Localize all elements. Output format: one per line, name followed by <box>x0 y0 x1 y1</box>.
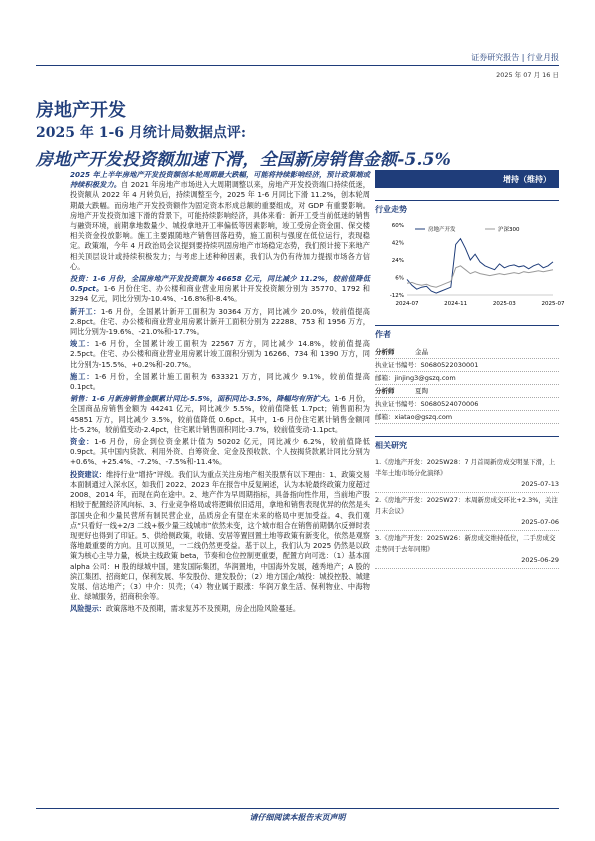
analyst-row <box>375 385 559 398</box>
header-date: 2025 年 07 月 16 日 <box>496 71 559 79</box>
paragraph-text: 政策落地不及预期，需求复苏不及预期，房企出险风险蔓延。 <box>105 604 301 614</box>
paragraph-lead: 施工： <box>70 371 95 381</box>
trend-chart <box>375 219 565 313</box>
paragraph-lead: 2025 年上半年房地产开发投资额创本轮周期最大跌幅，可能将持续影响经济，预计政策端或持续积极发力。 <box>70 170 370 190</box>
x-tick-label: 2024-11 <box>444 301 468 307</box>
paragraph-lead: 销售：1-6 月新房销售金额累计同比-5.5%，面积同比-3.5%，降幅均有所扩大。 <box>70 394 335 404</box>
related-date: 2025-07-06 <box>521 518 559 526</box>
analyst-value: 夏陶 <box>415 387 428 395</box>
analyst-label: 执业证书编号： <box>375 361 421 369</box>
analyst-label: 分析师 <box>375 387 395 395</box>
report-title-2: 房地产开发投资额加速下滑，全国新房销售金额-5.5% <box>36 150 451 170</box>
y-tick-label: 42% <box>391 240 404 247</box>
analyst-label: 执业证书编号： <box>375 400 421 408</box>
main-body <box>70 170 370 617</box>
x-tick-label: 2025-07 <box>541 301 565 307</box>
legend-label: 房地产开发 <box>428 227 456 233</box>
paragraph <box>70 437 370 468</box>
x-tick-label: 2025-03 <box>492 301 516 307</box>
y-tick-label: 6% <box>395 275 404 282</box>
x-tick-label: 2024-07 <box>395 301 419 307</box>
analyst-value: 金晶 <box>415 348 428 356</box>
analyst-row <box>375 359 559 372</box>
sidebar <box>375 170 565 569</box>
trend-chart-svg <box>375 219 565 311</box>
paragraph-lead: 投资建议： <box>70 469 106 479</box>
related-item[interactable] <box>375 531 559 569</box>
series-line <box>407 266 553 287</box>
related-title: 1.《房地产开发：2025W28：7 月首周新房成交明显下滑，上半年土地市场分化演绎》 <box>375 458 556 477</box>
paragraph-text: 1-6 月份，全国累计竣工面积为 22567 万方，同比减少 14.8%，较前值提高 2.5pct。住宅、办公楼和商业营业用房累计竣工面积分别为 16266、734 和 1390 万方，同比分别为-15.5%、+0.2%和-20.7%。 <box>70 339 370 369</box>
paragraph-text: 1-6 月份，全国累计施工面积为 633321 万方，同比减少 9.1%，较前值提高 0.1pct。 <box>70 371 370 392</box>
analyst-list <box>375 346 559 424</box>
paragraph-lead: 竣工： <box>70 339 95 349</box>
paragraph <box>70 339 370 370</box>
paragraph <box>70 170 370 272</box>
analyst-row <box>375 411 559 424</box>
paragraph-text: 1-6 月份，全国累计新开工面积为 30364 万方，同比减少 20.0%，较前值提高 2.8pct。住宅、办公楼和商业营业用房累计新开工面积分别为 22288、753 和 1956 万方，同比分别为-19.6%、-21.0%和-17.7%。 <box>70 306 370 337</box>
paragraph-text: 1-6 月份住宅、办公楼和商业营业用房累计开发投资额分别为 35770、1792 和 3294 亿元，同比分别为-10.4%、-16.8%和-8.4%。 <box>70 284 370 304</box>
analyst-label: 邮箱： <box>375 374 395 382</box>
legend-label: 沪深300 <box>498 227 520 233</box>
analyst-row <box>375 372 559 385</box>
footer-rule <box>36 808 559 809</box>
related-heading: 相关研究 <box>375 436 559 451</box>
y-tick-label: 24% <box>391 258 404 264</box>
paragraph <box>70 470 370 603</box>
paragraph-lead: 投资：1-6 月份，全国房地产开发投资额为 46658 亿元，同比减少 11.2%，较前值降低 0.5pct。 <box>70 274 370 294</box>
analyst-value: S0680522030001 <box>420 361 479 369</box>
footer-notice: 请仔细阅读本报告末页声明 <box>249 813 346 822</box>
related-title: 3.《房地产开发：2025W26：新房成交维持低位，二手房成交走势同于去年同期》 <box>375 534 556 553</box>
related-list <box>375 455 559 569</box>
analyst-row <box>375 346 559 359</box>
related-title: 2.《房地产开发：2025W27：本周新房成交环比+2.3%，关注月末会议》 <box>375 496 558 515</box>
paragraph-text: 1-6 月份，全国商品房销售金额为 44241 亿元，同比减少 5.5%，较前值降低 1.7pct；销售面积为 45851 万方，同比减少 3.5%，较前值降低 0.6pct。其中，1-6 月份住宅累计销售金额同比-5.2%，较前值变动-2.4pct，住宅累计销售面积同比-3.7%，较前值变动-1.1pct。 <box>70 394 370 434</box>
paragraph <box>70 307 370 338</box>
paragraph <box>70 394 370 435</box>
related-date: 2025-06-29 <box>521 556 559 564</box>
authors-heading: 作者 <box>375 325 559 340</box>
analyst-label: 分析师 <box>375 348 395 356</box>
sector-title: 房地产开发 <box>36 100 126 121</box>
paragraph-lead: 风险提示： <box>70 604 106 614</box>
trend-heading: 行业走势 <box>375 200 559 215</box>
report-title-1: 2025 年 1-6 月统计局数据点评: <box>36 125 247 141</box>
analyst-row <box>375 398 559 411</box>
paragraph-text: 1-6 月份，房企到位资金累计值为 50202 亿元，同比减少 6.2%，较前值降低 0.9pct。其中国内贷款、利用外资、自筹资金、定金及预收款、个人按揭贷款累计同比分别为+0.6%、+25.4%、-7.2%、-7.5%和-11.4%。 <box>70 437 370 467</box>
paragraph <box>70 604 370 614</box>
related-item[interactable] <box>375 455 559 493</box>
analyst-value: S0680524070006 <box>420 400 479 408</box>
paragraph <box>70 372 370 392</box>
analyst-label: 邮箱： <box>375 413 395 421</box>
header-rule <box>36 65 559 66</box>
paragraph-text: 自 2021 年房地产市场进入大周期调整以来，房地产开发投资端口持续低迷，投资额从 2022 年 4 月转负后，持续调整至今，2025 年 1-6 月同比下滑 11.2%，创本轮周期最大跌幅。而房地产开发投资额作为固定资本形成总额的重要组成，对 GDP 有重要影响。房地产开发投资加速下滑的背景下，可能持续影响经济，具体来看：新开工受当前低迷的销售与融资环境，前期拿地数量少、城投拿地开工率偏低等因素影响，竣工受房企资金面、保交楼相关资金投放影响。施工主要跟随地产销售回落趋势，施工面积与强度在低位运行，表现稳定。政策端，今年 4 月政治局会议提到要持续巩固房地产市场稳定态势，我们预计接下来地产相关顶层设计或持续积极发力；与考虑上述种种因素，我们认为仍有待加力提振市场各方信心。 <box>70 180 370 271</box>
paragraph-lead: 新开工： <box>70 306 101 316</box>
paragraph-lead: 资金： <box>70 437 95 447</box>
header-right: 证券研究报告 | 行业月报 <box>471 53 559 62</box>
related-item[interactable] <box>375 493 559 531</box>
y-tick-label: 60% <box>391 223 404 229</box>
related-date: 2025-07-13 <box>521 480 559 488</box>
rating-badge: 增持（维持） <box>375 170 559 188</box>
paragraph-text: 维持行业“增持”评级。我们认为重点关注房地产相关股票有以下理由：1、政策交易本面制通过入深水区，如我们 2022、2023 年在报告中反复阐述，认为本轮最终政策力度超过 2008、2014 年，而现在尚在途中。2、地产作为早周期指标，具备指向性作用，当前地产股相较于配置经济风向标、3、行业竞争格局或将逻辑依旧适用，拿地和销售表现优异的依然是头部国央企和少量民营所有制民营企业，品质房企有望在未来的格局中更加受益。4、我们观点“只看好一线+2/3 二线+极少量三线城市”依然未变，这个城市组合在销售前期偶尔反弹时表现更好也得到了印证。5、供给侧政策，收储、安居等置回置土地等政策有新变化，依然是观察落地最重要的方向。且可以预见，一二线仍然更受益。基于以上，我们认为 2025 仍然是以政策为核心主导力量，板块主线政策 beta，节奏和仓位控制更重要，配置方向可选：（1）基本面 alpha 公司：H 股的绿城中国，建发国际集团，华润置地，中国海外发展，越秀地产；A 股的滨江集团、招商蛇口，保利发展、华发股份、建发股份；（2）地方国企/城投：城投控股、城建发展、信达地产；（3）中介：贝壳；（4）物业属于跟涨：华润万象生活、保利物业、中海物业、绿城服务，招商积余等。 <box>70 469 370 602</box>
y-tick-label: -12% <box>389 293 404 299</box>
analyst-value: jinjing3@gszq.com <box>394 374 456 382</box>
analyst-value: xiatao@gszq.com <box>394 413 453 421</box>
paragraph <box>70 274 370 305</box>
